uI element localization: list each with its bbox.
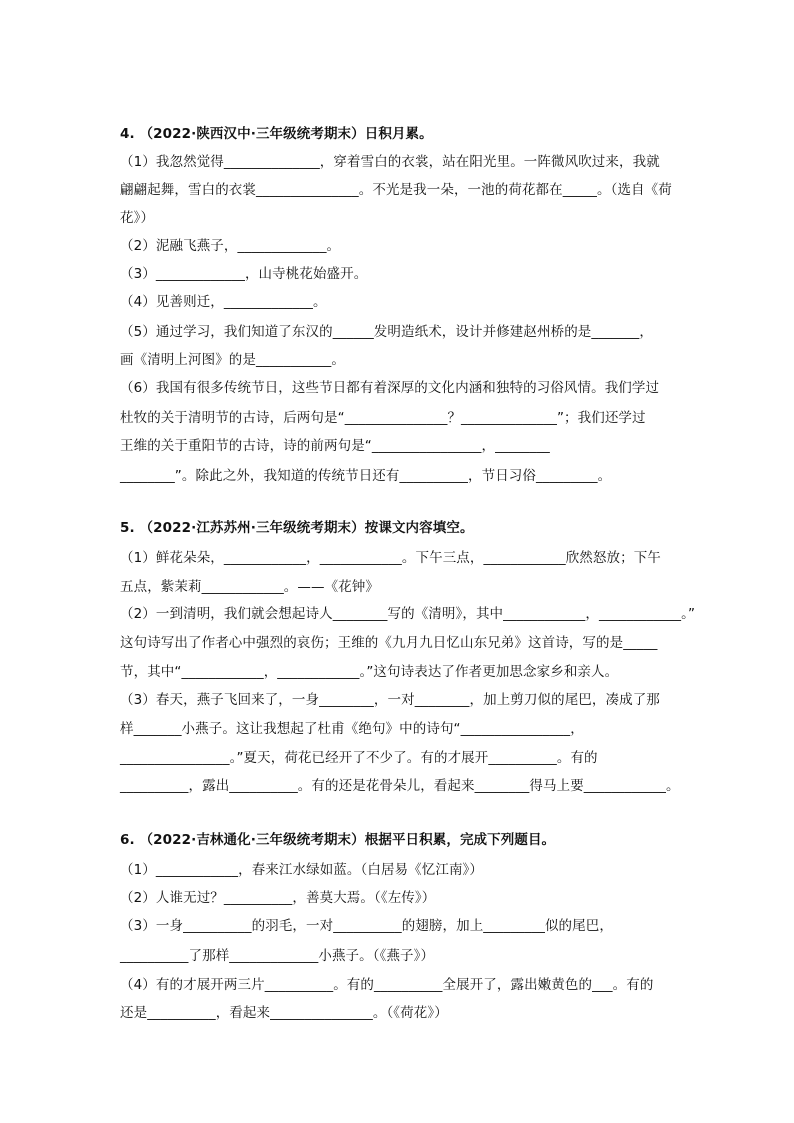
question-5-line: __________，露出__________。有的还是花骨朵儿，看起来________得马上要____________。 <box>120 778 680 794</box>
question-4-line: （5）通过学习，我们知道了东汉的______发明造纸术，设计并修建赵州桥的是_______， <box>120 324 653 340</box>
question-4-line: ________”。除此之外，我知道的传统节日还有__________，节日习俗_________。 <box>120 468 612 484</box>
question-5-heading: 5. （2022·江苏苏州·三年级统考期末）按课文内容填空。 <box>120 520 474 536</box>
question-6-line: 还是__________，看起来_______________。（《荷花》） <box>120 1005 448 1021</box>
question-4-line: （6）我国有很多传统节日，这些节日都有着深厚的文化内涵和独特的习俗风情。我们学过 <box>120 380 660 396</box>
question-4-heading: 4. （2022·陕西汉中·三年级统考期末）日积月累。 <box>120 126 433 142</box>
question-4-line: 杜牧的关于清明节的古诗，后两句是“_______________？______________”；我们还学过 <box>120 410 646 426</box>
question-4-line: 翩翩起舞，雪白的衣裳_______________。不光是我一朵，一池的荷花都在_____。（选自《荷 <box>120 182 672 198</box>
question-5-line: （2）一到清明，我们就会想起诗人________写的《清明》，其中____________，____________。” <box>120 606 696 622</box>
question-5-line: 节，其中“____________，____________。”这句诗表达了作者更加思念家乡和亲人。 <box>120 664 619 680</box>
question-5-line: （3）春天，燕子飞回来了，一身________，一对________，加上剪刀似的尾巴，凑成了那 <box>120 692 660 708</box>
question-4-line: 王维的关于重阳节的古诗，诗的前两句是“________________，________ <box>120 438 550 454</box>
question-4-line: 花》） <box>120 210 155 226</box>
question-6-line: __________了那样_____________小燕子。（《燕子》） <box>120 948 435 964</box>
question-4-line: （2）泥融飞燕子，_____________。 <box>120 238 341 254</box>
question-6-line: （1）____________，春来江水绿如蓝。（白居易《忆江南》） <box>120 862 483 878</box>
question-4-line: 画《清明上河图》的是___________。 <box>120 352 345 368</box>
question-4-line: （4）见善则迁，_____________。 <box>120 294 327 310</box>
question-5-line: 样_______小燕子。这让我想起了杜甫《绝句》中的诗句“________________， <box>120 721 584 737</box>
question-5-line: ________________。”夏天，荷花已经开了不少了。有的才展开__________。有的 <box>120 750 598 766</box>
question-5-line: （1）鲜花朵朵，____________，____________。下午三点，____________欣然怒放；下午 <box>120 550 661 566</box>
question-4-line: （3）_____________，山寺桃花始盛开。 <box>120 266 368 282</box>
question-4-line: （1）我忽然觉得______________，穿着雪白的衣裳，站在阳光里。一阵微风吹过来，我就 <box>120 154 660 170</box>
question-6-line: （2）人谁无过？__________，善莫大焉。（《左传》） <box>120 890 436 906</box>
question-5-line: 这句诗写出了作者心中强烈的哀伤；王维的《九月九日忆山东兄弟》这首诗，写的是_____ <box>120 635 658 651</box>
question-6-line: （4）有的才展开两三片__________。有的__________全展开了，露出嫩黄色的___。有的 <box>120 977 654 993</box>
question-6-line: （3）一身__________的羽毛，一对__________的翅膀，加上_________似的尾巴， <box>120 918 613 934</box>
question-6-heading: 6. （2022·吉林通化·三年级统考期末）根据平日积累，完成下列题目。 <box>120 832 556 848</box>
question-5-line: 五点，紫茉莉____________。——《花钟》 <box>120 579 379 595</box>
